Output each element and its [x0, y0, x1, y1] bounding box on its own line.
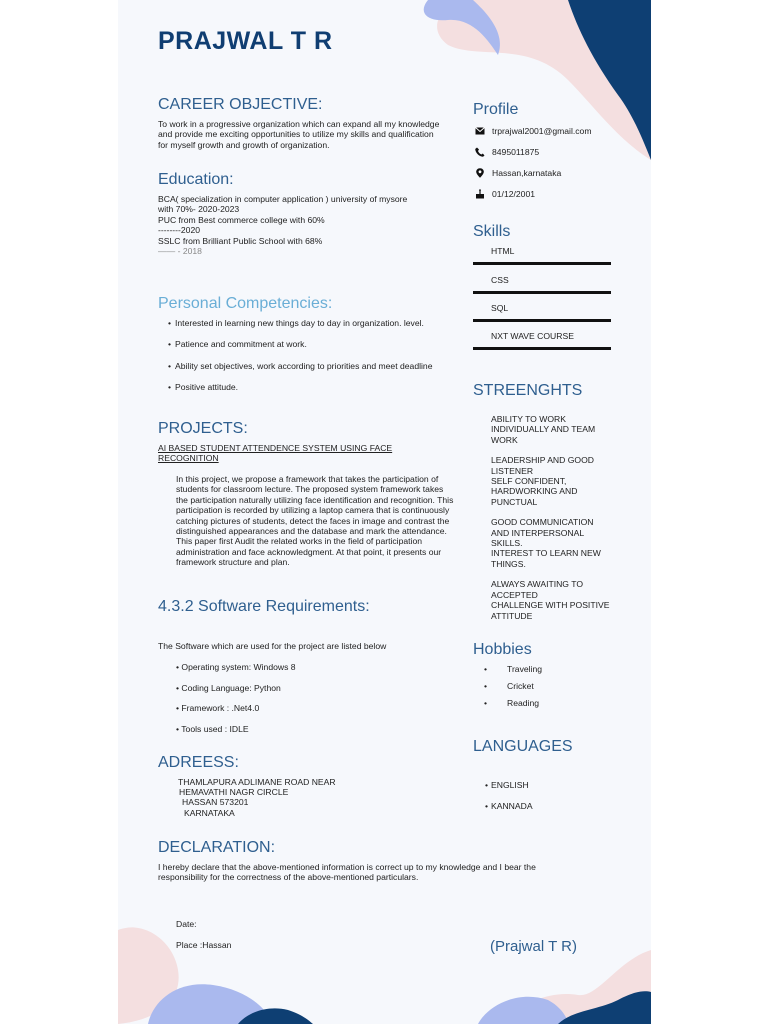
language-item: • KANNADA — [485, 801, 533, 811]
phone-icon — [475, 147, 485, 157]
skill-label: SQL — [491, 303, 509, 313]
skill-bar — [473, 347, 611, 350]
declaration-heading: DECLARATION: — [158, 839, 276, 856]
language-item: • ENGLISH — [485, 780, 529, 790]
location-pin-icon — [475, 168, 485, 178]
hobbies-heading: Hobbies — [473, 641, 532, 658]
mail-icon — [475, 126, 485, 136]
address-heading: ADREESS: — [158, 754, 239, 771]
software-item: • Coding Language: Python — [176, 683, 281, 693]
profile-dob: 01/12/2001 — [492, 189, 536, 199]
software-heading: 4.3.2 Software Requirements: — [158, 598, 370, 615]
declaration-text: I hereby declare that the above-mentioned information is correct up to my knowledge and I bear the responsibility for the correctness of the above-mentioned particulars. — [158, 862, 536, 883]
address-line: HEMAVATHI NAGR CIRCLE — [179, 787, 289, 797]
software-item: • Framework : .Net4.0 — [176, 703, 260, 713]
top-right-blobs — [418, 0, 651, 170]
skill-bar — [473, 262, 611, 265]
date-label: Date: — [176, 919, 197, 929]
education-line: SSLC from Brilliant Public School with 68% — [158, 235, 323, 246]
skill-bar — [473, 291, 611, 294]
education-line: PUC from Best commerce college with 60% — [158, 214, 325, 225]
competencies-list — [168, 318, 458, 404]
languages-heading: LANGUAGES — [473, 738, 573, 755]
skill-label: HTML — [491, 246, 515, 256]
address-line: HASSAN 573201 — [182, 797, 249, 807]
skill-item — [473, 331, 611, 350]
software-item: • Operating system: Windows 8 — [176, 662, 296, 672]
hobby-item: • Traveling — [484, 664, 543, 674]
software-intro: The Software which are used for the project are listed below — [158, 641, 387, 651]
projects-heading: PROJECTS: — [158, 420, 248, 437]
project-description: In this project, we propose a framework that takes the participation of students for classroom lecture. The proposed system framework takes the participation naturally utilizing face identification and recognition. This participation is recorded by utilizing a laptop camera that is continuously catching pictures of students, detect the faces in image and contrast the distinguished appearances and the database and mark the attendance. This paper first Audit the related works in the field of participation administration and face acknowledgment. At that point, it presents our framework structure and plan. — [176, 474, 454, 568]
career-objective-text: To work in a progressive organization which can expand all my knowledge and provide me exciting opportunities to utilize my skills and qualification for myself growth and growth of organization. — [158, 119, 440, 150]
profile-phone: 8495011875 — [492, 147, 540, 157]
education-line: --------2020 — [158, 225, 201, 236]
address-line: KARNATAKA — [184, 808, 235, 818]
profile-heading: Profile — [473, 101, 519, 118]
candidate-name: PRAJWAL T R — [158, 27, 333, 55]
career-objective-heading: CAREER OBJECTIVE: — [158, 96, 323, 113]
project-title: AI BASED STUDENT ATTENDENCE SYSTEM USING FACE RECOGNITION — [158, 443, 393, 464]
strength-group: ALWAYS AWAITING TO ACCEPTED CHALLENGE WITH POSITIVE ATTITUDE — [491, 579, 610, 621]
address-line: THAMLAPURA ADLIMANE ROAD NEAR — [178, 777, 336, 787]
education-line: with 70%- 2020-2023 — [158, 204, 240, 215]
competency-item: • Positive attitude. — [168, 382, 458, 392]
skill-label: CSS — [491, 275, 509, 285]
skill-bar — [473, 319, 611, 322]
hobby-item: • Reading — [484, 698, 540, 708]
bottom-blobs — [118, 920, 651, 1024]
place-label: Place :Hassan — [176, 940, 232, 950]
education-line: BCA( specialization in computer application ) university of mysore — [158, 194, 408, 204]
birthday-cake-icon — [475, 189, 485, 199]
strength-group: GOOD COMMUNICATION AND INTERPERSONAL SKILLS. INTEREST TO LEARN NEW THINGS. — [491, 517, 601, 569]
skill-item — [473, 303, 611, 322]
software-item: • Tools used : IDLE — [176, 724, 249, 734]
skill-item — [473, 246, 611, 265]
skills-heading: Skills — [473, 223, 511, 240]
signature: (Prajwal T R) — [490, 938, 577, 955]
education-heading: Education: — [158, 171, 234, 188]
competencies-heading: Personal Competencies: — [158, 295, 333, 312]
competency-item: • Interested in learning new things day to day in organization. level. — [168, 318, 458, 328]
education-list — [158, 194, 458, 256]
competency-item: • Ability set objectives, work according to priorities and meet deadline — [168, 361, 458, 371]
skill-label: NXT WAVE COURSE — [491, 331, 574, 341]
strengths-heading: STREENGHTS — [473, 382, 583, 399]
competency-item: • Patience and commitment at work. — [168, 339, 458, 349]
resume-page — [118, 0, 651, 1024]
hobby-item: • Cricket — [484, 681, 534, 691]
profile-location: Hassan,karnataka — [492, 168, 562, 178]
skill-item — [473, 275, 611, 294]
profile-email: trprajwal2001@gmail.com — [492, 126, 592, 136]
education-line: —— - 2018 — [158, 246, 202, 257]
strengths-list — [491, 414, 631, 621]
strength-group: ABILITY TO WORK INDIVIDUALLY AND TEAM WORK — [491, 414, 596, 445]
strength-group: LEADERSHIP AND GOOD LISTENER SELF CONFIDENT, HARDWORKING AND PUNCTUAL — [491, 455, 594, 507]
